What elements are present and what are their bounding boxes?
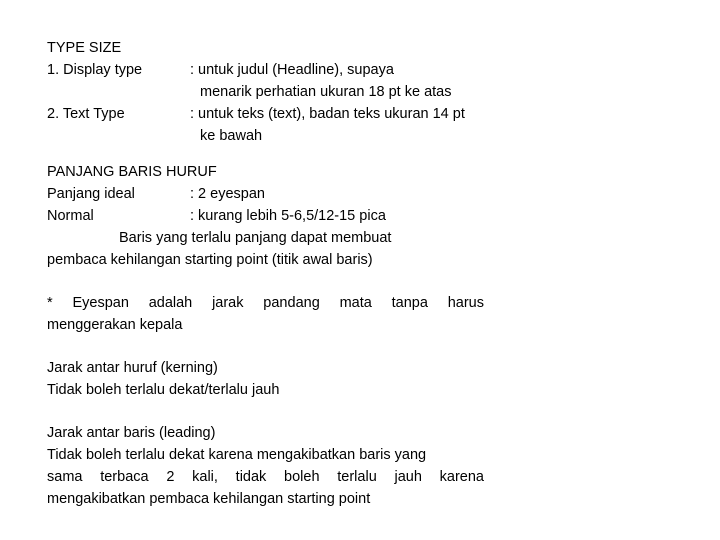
kerning-body: Tidak boleh terlalu dekat/terlalu jauh: [47, 382, 280, 398]
ideal-length-label: Panjang ideal: [47, 186, 135, 202]
line-length-heading: PANJANG BARIS HURUF: [47, 164, 217, 180]
text-type-label: 2. Text Type: [47, 106, 125, 122]
leading-body-line-3: mengakibatkan pembaca kehilangan starting point: [47, 491, 371, 507]
normal-length-value: : kurang lebih 5-6,5/12-15 pica: [190, 208, 386, 224]
normal-length-label: Normal: [47, 208, 94, 224]
display-type-desc-line-2: menarik perhatian ukuran 18 pt ke atas: [200, 84, 452, 100]
leading-heading: Jarak antar baris (leading): [47, 425, 216, 441]
kerning-heading: Jarak antar huruf (kerning): [47, 360, 218, 376]
text-type-desc-line-1: : untuk teks (text), badan teks ukuran 14 pt: [190, 106, 465, 122]
line-length-note-line-2: pembaca kehilangan starting point (titik awal baris): [47, 252, 373, 268]
type-size-heading: TYPE SIZE: [47, 40, 122, 56]
text-type-desc-line-2: ke bawah: [200, 128, 263, 144]
display-type-desc-line-1: : untuk judul (Headline), supaya: [190, 62, 394, 78]
leading-body-line-2: sama terbaca 2 kali, tidak boleh terlalu jauh karena: [47, 469, 484, 485]
ideal-length-value: : 2 eyespan: [190, 186, 265, 202]
eyespan-note-line-2: menggerakan kepala: [47, 317, 183, 333]
leading-body-line-1: Tidak boleh terlalu dekat karena mengakibatkan baris yang: [47, 447, 427, 463]
line-length-note-line-1: Baris yang terlalu panjang dapat membuat: [119, 230, 392, 246]
eyespan-note-line-1: * Eyespan adalah jarak pandang mata tanpa harus: [47, 295, 484, 311]
display-type-label: 1. Display type: [47, 62, 143, 78]
